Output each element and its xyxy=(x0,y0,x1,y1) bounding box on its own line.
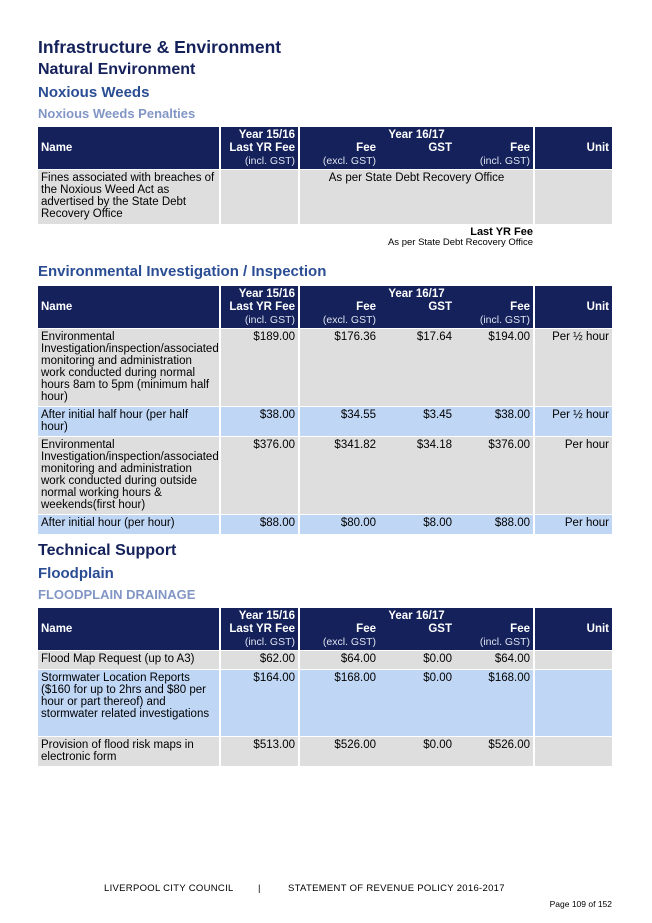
gst-amount: $17.64 xyxy=(416,331,452,343)
footer-separator: | xyxy=(258,883,261,894)
table-row xyxy=(38,737,612,766)
table-header-row: Name Year 15/16 Last YR Fee (incl. GST) Year 16/17 Fee (excl. GST) GST Fee (incl. GST) Unit xyxy=(38,286,612,328)
fee-name: Provision of flood risk maps in electronic form xyxy=(41,739,194,763)
fee-incl-gst: $526.00 xyxy=(488,739,530,751)
gst-amount: $3.45 xyxy=(423,409,452,421)
fee-excl-gst: $341.82 xyxy=(334,439,376,451)
subsection-heading-floodplain: Floodplain xyxy=(38,565,114,582)
footer-council-name: LIVERPOOL CITY COUNCIL xyxy=(104,883,234,894)
page-number: Page 109 of 152 xyxy=(549,899,612,909)
header-name: Name xyxy=(38,127,219,169)
fee-name: Environmental Investigation/inspection/associated monitoring and administration work conducted during outside normal working hours & weekends(first hour) xyxy=(41,439,219,511)
gst-amount: $8.00 xyxy=(423,517,452,529)
table-row xyxy=(38,437,612,514)
header-gst: GST xyxy=(428,142,452,154)
subsection-heading-noxious-weeds: Noxious Weeds xyxy=(38,84,150,101)
gst-amount: $34.18 xyxy=(416,439,452,451)
last-yr-fee: $376.00 xyxy=(253,439,295,451)
gst-amount: $0.00 xyxy=(423,672,452,684)
header-fee-incl: Fee (incl. GST) xyxy=(479,142,530,167)
unit: Per hour xyxy=(564,439,609,451)
unit: Per ½ hour xyxy=(552,409,609,421)
fee-excl-gst: $176.36 xyxy=(334,331,376,343)
fee-value: As per State Debt Recovery Office xyxy=(328,172,505,184)
table-row xyxy=(38,170,612,224)
table-header-row: Name Year 15/16 Last YR Fee (incl. GST) Year 16/17 Fee (excl. GST) GST Fee (incl. GST) Unit xyxy=(38,608,612,650)
header-last-yr: Year 15/16 Last YR Fee (incl. GST) xyxy=(221,127,298,169)
fee-name: Fines associated with breaches of the Noxious Weed Act as advertised by the State Debt Recovery Office xyxy=(41,172,215,220)
fee-incl-gst: $168.00 xyxy=(488,672,530,684)
fee-excl-gst: $80.00 xyxy=(340,517,376,529)
gst-amount: $0.00 xyxy=(423,739,452,751)
table-row xyxy=(38,329,612,406)
fee-incl-gst: $64.00 xyxy=(494,653,530,665)
unit: Per ½ hour xyxy=(552,331,609,343)
last-yr-fee-note: Last YR Fee As per State Debt Recovery Office xyxy=(387,226,533,248)
gst-amount: $0.00 xyxy=(423,653,452,665)
last-yr-fee: $164.00 xyxy=(253,672,295,684)
fee-incl-gst: $38.00 xyxy=(494,409,530,421)
category-heading-floodplain-drainage: FLOODPLAIN DRAINAGE xyxy=(38,587,196,602)
fee-name: After initial hour (per hour) xyxy=(41,517,175,529)
fee-name: Environmental Investigation/inspection/associated monitoring and administration work conducted during normal hours 8am to 5pm (minimum half hour) xyxy=(41,331,219,403)
last-yr-fee: $38.00 xyxy=(259,409,295,421)
fee-incl-gst: $376.00 xyxy=(488,439,530,451)
table-row xyxy=(38,670,612,736)
table-header-row xyxy=(38,127,612,169)
unit: Per hour xyxy=(564,517,609,529)
category-heading-noxious-penalties: Noxious Weeds Penalties xyxy=(38,106,196,121)
fee-excl-gst: $168.00 xyxy=(334,672,376,684)
footer-document-title: STATEMENT OF REVENUE POLICY 2016-2017 xyxy=(288,883,505,894)
table-row xyxy=(38,651,612,669)
section-heading-natural-environment: Natural Environment xyxy=(38,61,196,78)
table-row xyxy=(38,407,612,436)
page-title: Infrastructure & Environment xyxy=(38,37,282,57)
fee-name: After initial half hour (per half hour) xyxy=(41,409,189,433)
fee-name: Flood Map Request (up to A3) xyxy=(41,653,195,665)
header-unit: Unit xyxy=(535,127,612,169)
last-yr-fee: $62.00 xyxy=(259,653,295,665)
subsection-heading-environmental-investigation: Environmental Investigation / Inspection xyxy=(38,263,327,280)
last-yr-fee: $513.00 xyxy=(253,739,295,751)
section-heading-technical-support: Technical Support xyxy=(38,542,177,559)
table-row xyxy=(38,515,612,534)
fee-excl-gst: $34.55 xyxy=(340,409,376,421)
fee-incl-gst: $88.00 xyxy=(494,517,530,529)
header-year-1617: Year 16/17 xyxy=(300,127,533,169)
fee-name: Stormwater Location Reports ($160 for up to 2hrs and $80 per hour or part thereof) and stormwater related investigations xyxy=(41,672,210,720)
fee-incl-gst: $194.00 xyxy=(488,331,530,343)
header-fee-excl: Fee (excl. GST) xyxy=(322,142,376,167)
fee-excl-gst: $64.00 xyxy=(340,653,376,665)
last-yr-fee: $189.00 xyxy=(253,331,295,343)
last-yr-fee: $88.00 xyxy=(259,517,295,529)
fee-excl-gst: $526.00 xyxy=(334,739,376,751)
